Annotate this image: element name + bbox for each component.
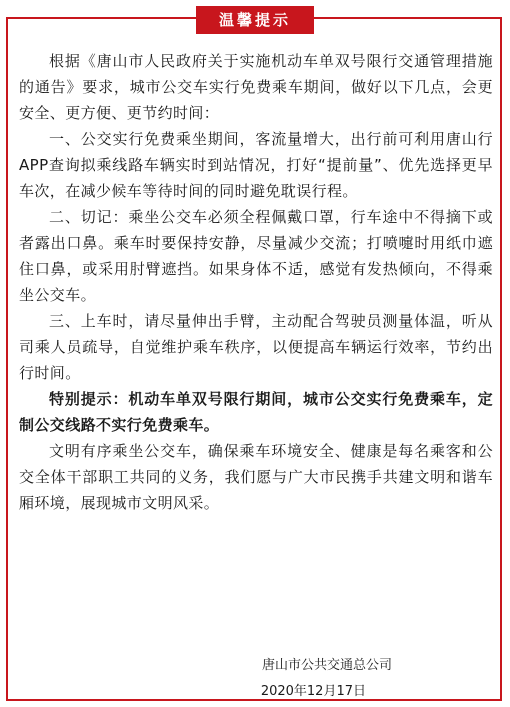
notice-body — [19, 48, 493, 516]
intro-paragraph: 根据《唐山市人民政府关于实施机动车单双号限行交通管理措施的通告》要求，城市公交车实行免费乘车期间，做好以下几点，会更安全、更方便、更节约时间： — [19, 52, 493, 122]
signature-organization: 唐山市公共交通总公司 — [261, 658, 392, 673]
closing-paragraph: 文明有序乘坐公交车，确保乘车环境安全、健康是每名乘客和公交全体干部职工共同的义务，我们愿与广大市民携手共建文明和谐车厢环境，展现城市文明风采。 — [19, 442, 493, 512]
notice-title: 温馨提示 — [196, 6, 314, 34]
special-notice-paragraph: 特别提示：机动车单双号限行期间，城市公交实行免费乘车，定制公交线路不实行免费乘车。 — [19, 390, 493, 434]
point-one-paragraph: 一、公交实行免费乘坐期间，客流量增大，出行前可利用唐山行APP查询拟乘线路车辆实时到站情况，打好“提前量”、优先选择更早车次，在减少候车等待时间的同时避免耽误行程。 — [19, 130, 493, 200]
point-two-paragraph: 二、切记：乘坐公交车必须全程佩戴口罩，行车途中不得摘下或者露出口鼻。乘车时要保持安静，尽量减少交流；打喷嚏时用纸巾遮住口鼻，或采用肘臂遮挡。如果身体不适，感觉有发热倾向，不得乘坐公交车。 — [19, 208, 493, 304]
point-three-paragraph: 三、上车时，请尽量伸出手臂，主动配合驾驶员测量体温，听从司乘人员疏导，自觉维护乘车秩序，以便提高车辆运行效率，节约出行时间。 — [19, 312, 493, 382]
signature-date: 2020年12月17日 — [260, 684, 366, 699]
